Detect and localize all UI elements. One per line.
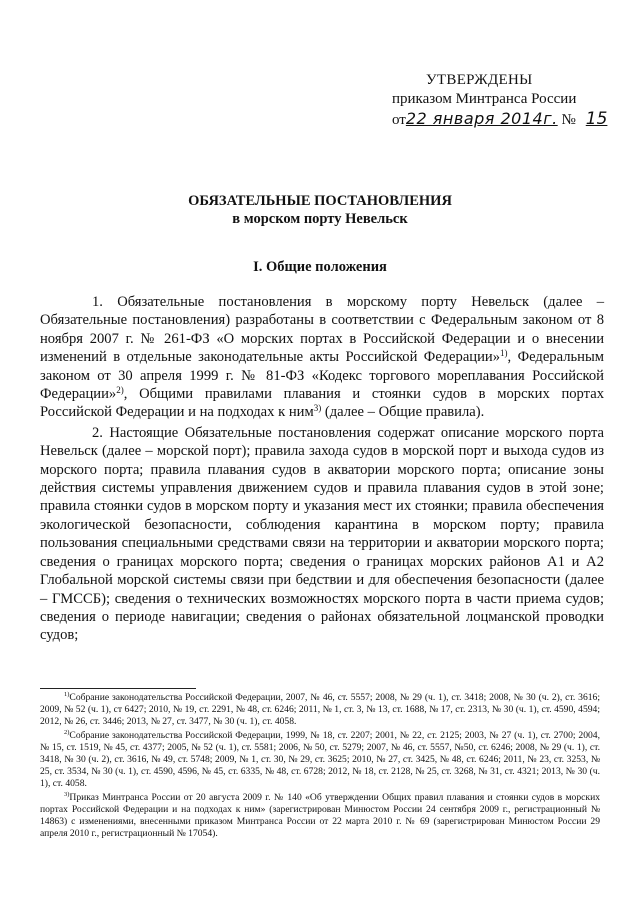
footnote-1-text: Собрание законодательства Российской Федерации, 2007, № 46, ст. 5557; 2008, № 29 (ч. 1), ст. 3418; 2008, № 30 (ч. 2), ст. 3616; 2009, № 52 (ч. 1), ст 6427; 2010, № 19, ст. 2291, № 48, ст. 6246; 2011, № 1, ст. 3, № 13, ст. 1688, № 17, ст. 2313, № 30 (ч. 1), ст. 4590, 4594; 2012, № 26, ст. 3446; 2013, № 27, ст. 3477, № 30 (ч. 1), ст. 4058. [40,692,600,728]
document-body [40,293,604,645]
footnote-ref-3: 3) [313,403,322,414]
footnote-1-mark: 1) [64,691,70,698]
footnote-3 [40,792,600,841]
approval-date-line [392,109,612,130]
paragraph-2: 2. Настоящие Обязательные постановления содержат описание морского порта Невельск (далее – морской порт); правила захода судов в морской порт и выхода судов из морского порта; правила плавания судов в акватории морского порта; описание зоны действия системы управления движением судов и правила плавания судов в этой зоне; правила стоянки судов в морском порту и указания мест их стоянки; правила обеспечения экологической безопасности, соблюдения карантина в морском порту; правила пользования специальными средствами связи на территории и акватории морского порта; сведения о границах морского порта; сведения о границах морских районов А1 и А2 Глобальной морской системы связи при бедствии и для обеспечения безопасности (далее – ГМССБ); сведения о технических возможностях морского порта в части приема судов; сведения о периоде навигации; сведения о районах обязательной лоцманской проводки судов; [40,424,604,644]
document-subtitle: в морском порту Невельск [232,211,408,227]
handwritten-order-number: 15 [585,109,608,129]
footnote-ref-2: 2) [116,385,124,396]
approval-stamp [392,71,612,130]
footnote-separator [40,688,196,689]
paragraph-1-part-2: , Федеральным законом от 30 апреля 1999 г. № 81-ФЗ «Кодекс торгового мореплавания Российской Федерации» [40,349,604,403]
footnote-3-text: Приказ Минтранса России от 20 августа 2009 г. № 140 «Об утверждении Общих правил плавания и стоянки судов в морских портах Российской Федерации и на подходах к ним» (зарегистрирован Минюстом России 24 сентября 2009 г., регистрационный № 14863) с изменениями, внесенными приказом Минтранса России от 22 марта 2010 г. № 69 (зарегистрирован Минюстом России 29 апреля 2010 г., регистрационный № 17054). [40,791,600,840]
paragraph-1-part-3: , Общими правилами плавания и стоянки судов в морских портах Российской Федерации и на подходах к ним [40,386,604,421]
document-title: ОБЯЗАТЕЛЬНЫЕ ПОСТАНОВЛЕНИЯ [188,193,452,209]
handwritten-date: 22 января 2014г. [405,109,558,128]
footnote-2 [40,730,600,791]
paragraph-1 [40,293,604,422]
footnote-2-mark: 2) [64,728,70,736]
section-heading: I. Общие положения [253,259,387,275]
footnote-ref-1: 1) [500,348,508,359]
footnotes [40,692,600,841]
approval-number-prefix: № [561,112,576,128]
approval-order-line: приказом Минтранса России [392,91,577,107]
paragraph-1-part-1: 1. Обязательные постановления в морскому порту Невельск (далее – Обязательные постановления) разработаны в соответствии с Федеральным законом от 8 ноября 2007 г. № 261-ФЗ «О морских портах в Российской Федерации и о внесении изменений в отдельные законодательные акты Российской Федерации» [40,294,604,366]
footnote-1 [40,692,600,729]
approval-from-prefix: от [392,112,406,128]
footnote-3-mark: 3) [64,790,70,798]
footnote-2-text: Собрание законодательства Российской Федерации, 1999, № 18, ст. 2207; 2001, № 22, ст. 2125; 2003, № 27 (ч. 1), ст. 2700; 2004, № 15, ст. 1519, № 45, ст. 4377; 2005, № 52 (ч. 1), ст. 5581; 2006, № 50, ст. 5279; 2007, № 46, ст. 5557, №50, ст. 6246; 2008, № 29 (ч. 1), ст. 3418, № 30 (ч. 2), ст. 3616, № 49, ст. 5748; 2009, № 1, ст. 30, № 29, ст. 3625; 2010, № 27, ст. 3425, № 48, ст. 6246; 2011, № 23, ст. 3253, № 25, ст. 3534, № 30 (ч. 1), ст. 4590, 4596, № 45, ст. 6335, № 48, ст. 6728; 2012, № 18, ст. 2128, № 25, ст. 3268, № 31, ст. 4321; 2013, № 30 (ч. 1), ст. 4058. [40,729,600,790]
paragraph-1-part-4: (далее – Общие правила). [321,404,485,421]
approval-title: УТВЕРЖДЕНЫ [426,72,533,88]
